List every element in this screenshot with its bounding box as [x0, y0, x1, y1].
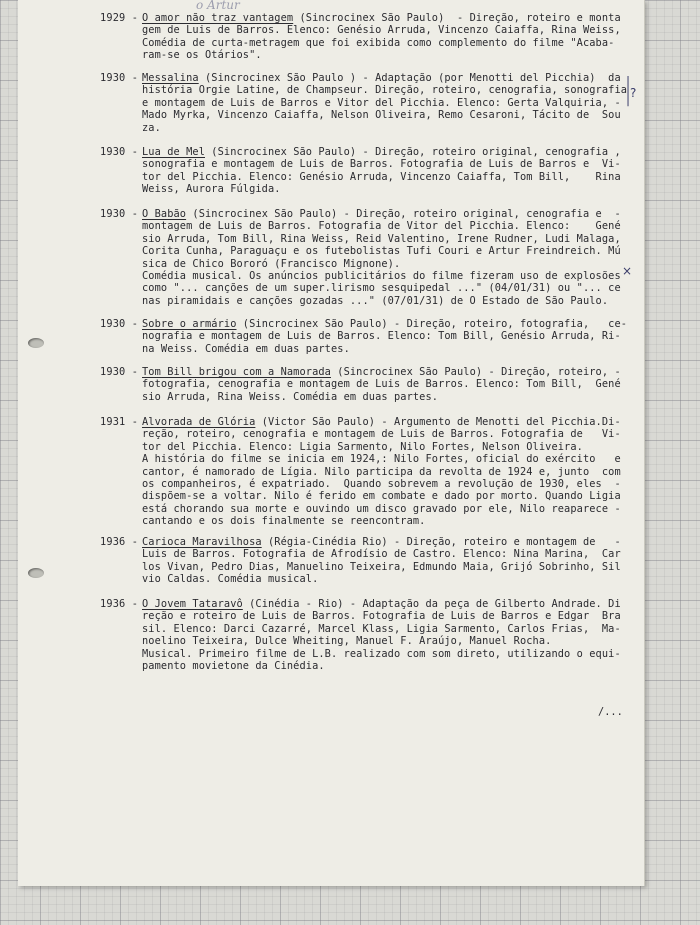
film-title: Lua de Mel — [142, 146, 205, 158]
entry-line: sio Arruda, Rina Weiss. Comédia em duas partes. — [142, 390, 439, 403]
entry-year: 1936 - — [100, 536, 139, 548]
film-title: Carioca Maravilhosa — [142, 536, 262, 548]
entry-year: 1930 - — [100, 72, 139, 84]
entry-year: 1931 - — [100, 416, 139, 428]
entry-year: 1930 - — [100, 146, 139, 158]
punch-hole — [28, 568, 44, 578]
entry-line: está chorando sua morte e ouvindo um disco gravado por ele, Nilo reaparece - — [142, 502, 621, 515]
entry-line: Comédia musical. Os anúncios publicitários do filme fizeram uso de explosões — [142, 270, 621, 283]
entry-line: Weiss, Aurora Fúlgida. — [142, 183, 281, 196]
film-title: Sobre o armário — [142, 318, 237, 330]
entry-text — [142, 208, 640, 307]
entry-line: Sobre o armário (Sincrocinex São Paulo) - Direção, roteiro, fotografia, ce- — [142, 318, 628, 330]
entry-line: O amor não traz vantagem (Sincrocinex São Paulo) - Direção, roteiro e monta — [142, 12, 621, 24]
film-title: O Babão — [142, 208, 187, 220]
film-entry — [100, 146, 640, 196]
entry-line: vio Caldas. Comédia musical. — [142, 573, 319, 586]
entry-line: nografia e montagem de Luis de Barros. Elenco: Tom Bill, Genésio Arruda, Ri- — [142, 330, 621, 343]
entry-year: 1929 - — [100, 12, 139, 24]
entry-line: Musical. Primeiro filme de L.B. realizado com som direto, utilizando o equi- — [142, 647, 621, 660]
entry-year: 1930 - — [100, 366, 139, 378]
film-entry — [100, 366, 640, 403]
film-title: Messalina — [142, 72, 199, 84]
entry-line: na Weiss. Comédia em duas partes. — [142, 342, 350, 355]
entry-line: cantando e os dois finalmente se reencontram. — [142, 515, 426, 528]
entry-year: 1936 - — [100, 598, 139, 610]
entry-line: za. — [142, 121, 161, 134]
entry-line: como "... canções de um super.lirismo sesquipedal ..." (04/01/31) ou "... ce — [142, 282, 621, 295]
entry-text — [142, 318, 640, 355]
entry-line: ram-se os Otários". — [142, 49, 262, 62]
entry-line: reção, roteiro, cenografia e montagem de Luis de Barros. Fotografia de Vi- — [142, 428, 621, 441]
entry-text — [142, 12, 640, 62]
film-entry — [100, 598, 640, 672]
entry-line: história Orgie Latine, de Champseur. Direção, roteiro, cenografia, sonografia — [142, 84, 628, 97]
entry-text — [142, 416, 640, 528]
entry-line: noelino Teixeira, Dulce Wheiting, Manuel F. Araújo, Manuel Rocha. — [142, 635, 552, 648]
entry-line: reção e roteiro de Luis de Barros. Fotografia de Luis de Barros e Edgar Bra — [142, 610, 621, 623]
film-entry — [100, 12, 640, 62]
entry-line: sonografia e montagem de Luis de Barros. Fotografia de Luis de Barros e Vi- — [142, 158, 621, 171]
film-title: Tom Bill brigou com a Namorada — [142, 366, 331, 378]
entry-line: tor del Picchia. Elenco: Genésio Arruda, Vincenzo Caiaffa, Tom Bill, Rina — [142, 170, 621, 183]
entry-line: tor del Picchia. Elenco: Ligia Sarmento, Nilo Fortes, Nelson Oliveira. — [142, 440, 583, 453]
entry-text — [142, 366, 640, 403]
continuation-mark: /... — [598, 706, 623, 718]
entry-line: Comédia de curta-metragem que foi exibida como complemento do filme "Acaba- — [142, 36, 615, 49]
entry-text — [142, 146, 640, 196]
entry-year: 1930 - — [100, 208, 139, 220]
entry-line: gem de Luis de Barros. Elenco: Genésio Arruda, Vincenzo Caiaffa, Rina Weiss, — [142, 24, 621, 37]
film-title: Alvorada de Glória — [142, 416, 256, 428]
entry-line: A história do filme se inicia em 1924,: Nilo Fortes, oficial do exército e — [142, 453, 621, 466]
film-entry — [100, 72, 640, 134]
document-page — [18, 0, 645, 886]
entry-line: fotografia, cenografia e montagem de Luis de Barros. Elenco: Tom Bill, Gené — [142, 378, 621, 391]
entry-line: e montagem de Luis de Barros e Vitor del Picchia. Elenco: Gerta Valquiria, - — [142, 96, 621, 109]
entry-line: Tom Bill brigou com a Namorada (Sincrocinex São Paulo) - Direção, roteiro, - — [142, 366, 621, 378]
entry-line: nas piramidais e canções gozadas ..." (07/01/31) de O Estado de São Paulo. — [142, 294, 609, 307]
entry-line: sio Arruda, Tom Bill, Rina Weiss, Reid Valentino, Irene Rudner, Ludi Malaga, — [142, 232, 621, 245]
entry-year: 1930 - — [100, 318, 139, 330]
entry-line: O Babão (Sincrocinex São Paulo) - Direção, roteiro original, cenografia e - — [142, 208, 621, 220]
entry-line: pamento movietone da Cinédia. — [142, 660, 325, 673]
entry-line: Luis de Barros. Fotografia de Afrodísio de Castro. Elenco: Nina Marina, Car — [142, 548, 621, 561]
film-entry — [100, 318, 640, 355]
entry-line: O Jovem Tataravô (Cinédia - Rio) - Adaptação da peça de Gilberto Andrade. Di — [142, 598, 621, 610]
punch-hole — [28, 338, 44, 348]
film-entry — [100, 536, 640, 586]
entry-line: montagem de Luis de Barros. Fotografia de Vitor del Picchia. Elenco: Gené — [142, 220, 621, 233]
film-title: O Jovem Tataravô — [142, 598, 243, 610]
entry-line: dispõem-se a voltar. Nilo é ferido em combate e dado por morto. Quando Ligia — [142, 490, 621, 503]
entry-text — [142, 72, 640, 134]
entry-line: Messalina (Sincrocinex São Paulo ) - Adaptação (por Menotti del Picchia) da — [142, 72, 621, 84]
entry-text — [142, 598, 640, 672]
entry-line: sil. Elenco: Darci Cazarré, Marcel Klass, Ligia Sarmento, Carlos Frias, Ma- — [142, 622, 621, 635]
entry-text — [142, 536, 640, 586]
entry-line: Carioca Maravilhosa (Régia-Cinédia Rio) - Direção, roteiro e montagem de - — [142, 536, 621, 548]
entry-line: os companheiros, é expatriado. Quando sobrevem a revolução de 1930, eles - — [142, 478, 621, 491]
entry-line: Mado Myrka, Vincenzo Caiaffa, Nelson Oliveira, Remo Cesaroni, Tácito de Sou — [142, 109, 621, 122]
entry-line: Alvorada de Glória (Victor São Paulo) - Argumento de Menotti del Picchia.Di- — [142, 416, 621, 428]
film-entry — [100, 416, 640, 528]
cross-mark: × — [622, 264, 633, 278]
bracket-mark: | — [626, 72, 631, 107]
film-entry — [100, 208, 640, 307]
film-title: O amor não traz vantagem — [142, 12, 294, 24]
pencil-note: o Artur — [196, 0, 240, 12]
entry-line: cantor, é namorado de Lígia. Nilo participa da revolta de 1924 e, junto com — [142, 465, 621, 478]
entry-line: los Vivan, Pedro Dias, Manuelino Teixeira, Edmundo Maia, Grijó Sobrinho, Sil — [142, 560, 621, 573]
entry-line: Lua de Mel (Sincrocinex São Paulo) - Direção, roteiro original, cenografia , — [142, 146, 621, 158]
entry-line: sica de Chico Bororó (Francisco Mignone). — [142, 257, 401, 270]
entry-line: Corita Cunha, Paraguaçu e os futebolistas Tufi Couri e Artur Freindreich. Mú — [142, 245, 621, 258]
question-mark: ? — [630, 86, 637, 100]
